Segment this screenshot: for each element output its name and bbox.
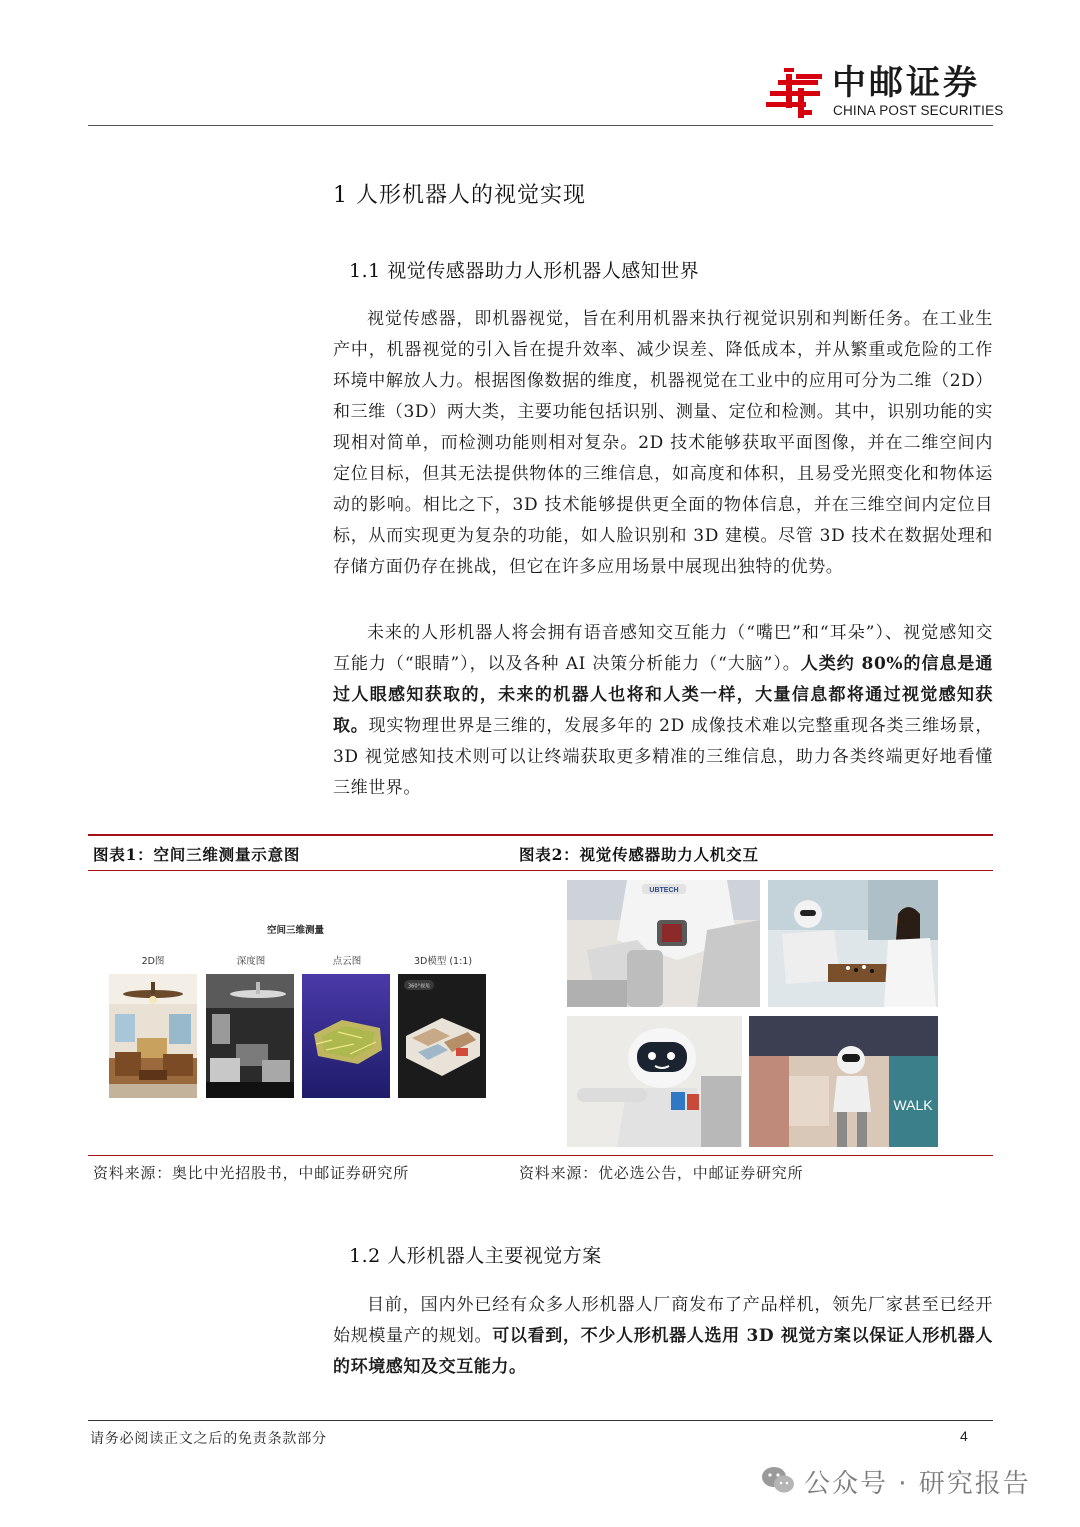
figure-2-title: 图表2：视觉传感器助力人机交互	[519, 845, 759, 864]
brand-name-en: CHINA POST SECURITIES	[833, 103, 1004, 118]
paragraph-text-bold: 人类约 80%的信息是通过人眼感知获取的，未来的机器人也将和人类一样，大量信息都将通过视觉感知获取。	[333, 654, 993, 736]
room-photo-2d	[109, 974, 197, 1098]
paragraph-text: 视觉传感器，即机器视觉，旨在利用机器来执行视觉识别和判断任务。在工业生产中，机器视觉的引入旨在提升效率、减少误差、降低成本，并从繁重或危险的工作环境中解放人力。根据图像数据的维度，机器视觉在工业中的应用可分为二维（2D）和三维（3D）两大类，主要功能包括识别、测量、定位和检测。其中，识别功能的实现相对简单，而检测功能则相对复杂。2D 技术能够获取平面图像，并在二维空间内定位目标，但其无法提供物体的三维信息，如高度和体积，且易受光照变化和物体运动的影响。相比之下，3D 技术能够提供更全面的物体信息，并在三维空间内定位目标，从而实现更为复杂的功能，如人脸识别和 3D 建模。尽管 3D 技术在数据处理和存储方面仍存在挑战，但它在许多应用场景中展现出独特的优势。	[333, 309, 993, 577]
header-divider	[88, 125, 993, 126]
robot-playing-chess-photo	[768, 880, 938, 1007]
model-badge: 360°视角	[407, 983, 431, 990]
paragraph-text-normal: 未来的人形机器人将会拥有语音感知交互能力（“嘴巴”和“耳朵”）、视觉感知交互能力（“眼睛”），以及各种 AI 决策分析能力（“大脑”）。	[333, 623, 993, 674]
china-post-logo-icon	[766, 66, 824, 120]
footer-disclaimer: 请务必阅读正文之后的免责条款部分	[90, 1431, 327, 1447]
section-title: 1 人形机器人的视觉实现	[333, 183, 586, 208]
brand-name-cn: 中邮证券	[832, 63, 980, 103]
page-number: 4	[960, 1428, 968, 1444]
depth-map-image	[206, 974, 294, 1098]
point-cloud-image	[302, 974, 390, 1098]
figure-1-title: 图表1：空间三维测量示意图	[93, 845, 301, 864]
paragraph-text-bold: 可以看到，不少人形机器人选用 3D 视觉方案以保证人形机器人的环境感知及交互能力。	[333, 1326, 994, 1377]
figure-1-panel-title: 空间三维测量	[267, 925, 325, 936]
booth-sign-text: WALK	[893, 1097, 933, 1113]
robot-walking-photo	[749, 1016, 938, 1147]
3d-model-image	[398, 974, 486, 1098]
robot-serving-drink-photo	[567, 1016, 742, 1147]
figure-top-rule	[88, 834, 993, 836]
paragraph-text-normal: 现实物理世界是三维的，发展多年的 2D 成像技术难以完整重现各类三维场景，3D 视觉感知技术则可以让终端获取更多精准的三维信息，助力各类终端更好地看懂三维世界。	[333, 716, 994, 798]
paragraph-humanoid-perception	[333, 618, 993, 804]
subsection-title-1-1: 1.1 视觉传感器助力人形机器人感知世界	[349, 260, 700, 282]
figure-title-rule	[88, 870, 993, 871]
label-point-cloud: 点云图	[332, 956, 362, 967]
subsection-title-1-2: 1.2 人形机器人主要视觉方案	[349, 1245, 602, 1267]
robot-pouring-photo	[567, 880, 760, 1007]
label-depth-map: 深度图	[236, 956, 266, 967]
watermark-text: 公众号 · 研究报告	[804, 1469, 1031, 1499]
paragraph-visual-solutions	[333, 1290, 993, 1383]
figure-2-source: 资料来源：优必选公告，中邮证券研究所	[519, 1164, 804, 1182]
label-2d-image: 2D图	[141, 956, 165, 967]
figure-bottom-rule	[88, 1155, 993, 1156]
robot-brand-label: UBTECH	[649, 887, 679, 894]
footer-divider	[88, 1420, 993, 1421]
paragraph-text	[333, 618, 993, 804]
paragraph-machine-vision	[333, 304, 993, 583]
paragraph-text-normal: 目前，国内外已经有众多人形机器人厂商发布了产品样机，领先厂家甚至已经开始规模量产的规划。	[333, 1295, 993, 1346]
figure-1-source: 资料来源：奥比中光招股书，中邮证券研究所	[93, 1164, 410, 1182]
wechat-icon	[760, 1465, 796, 1495]
label-3d-model: 3D模型 (1:1)	[413, 956, 473, 967]
paragraph-text	[333, 1290, 993, 1383]
